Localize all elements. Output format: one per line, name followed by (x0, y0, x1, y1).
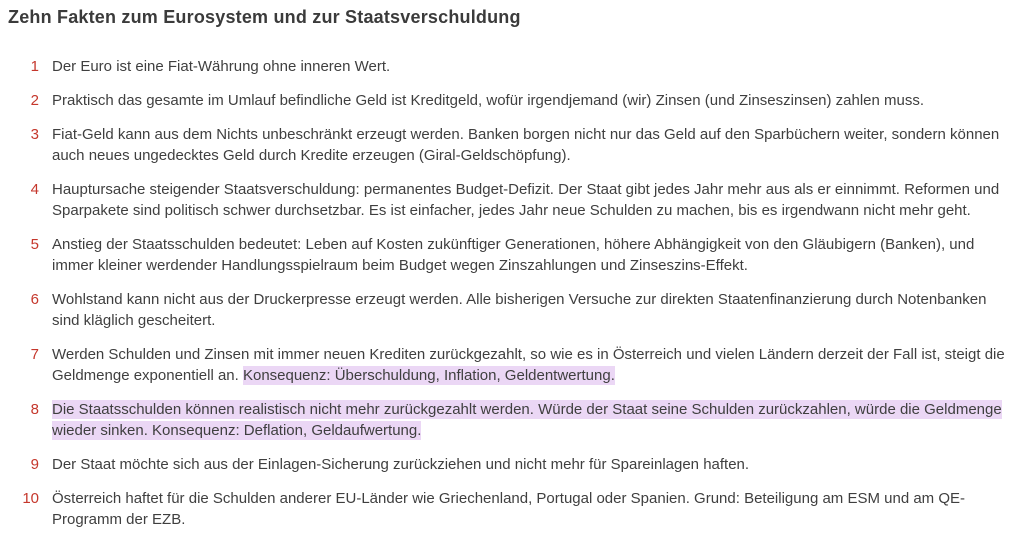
item-text (52, 399, 1014, 441)
item-text (52, 56, 390, 77)
item-text-plain: Österreich haftet für die Schulden anderer EU-Länder wie Griechenland, Portugal oder Spanien. Grund: Beteiligung am ESM und am QE-Programm der EZB. (52, 490, 966, 528)
list-item-7 (8, 344, 1014, 386)
item-text-plain: Hauptursache steigender Staatsverschuldung: permanentes Budget-Defizit. Der Staat gibt jedes Jahr mehr aus als er einnimmt. Reformen und Sparpakete sind politisch schwer durchsetzbar. Es ist einfacher, jedes Jahr neue Schulden zu machen, bis es irgendwann nicht mehr geht. (52, 181, 1000, 219)
item-text-plain: Fiat-Geld kann aus dem Nichts unbeschränkt erzeugt werden. Banken borgen nicht nur das Geld auf den Sparbüchern weiter, sondern können auch neues ungedecktes Geld durch Kredite erzeugen (Giral-Geldschöpfung). (52, 126, 1000, 164)
list-item-3 (8, 124, 1014, 166)
item-text (52, 234, 1014, 276)
list-item-8 (8, 399, 1014, 441)
list-item-10 (8, 488, 1014, 530)
item-text-plain: Anstieg der Staatsschulden bedeutet: Leben auf Kosten zukünftiger Generationen, höhere Abhängigkeit von den Gläubigern (Banken), und immer kleiner werdender Handlungsspielraum beim Budget wegen Zinszahlungen und Zinseszins-Effekt. (52, 236, 975, 274)
item-text (52, 488, 1014, 530)
item-number: 6 (30, 291, 39, 308)
item-number: 2 (30, 92, 39, 109)
list-item-2 (8, 90, 1014, 111)
list-item-4 (8, 179, 1014, 221)
item-text-highlight: Konsequenz: Überschuldung, Inflation, Geldentwertung. (242, 367, 615, 384)
item-text (52, 124, 1014, 166)
item-number: 1 (30, 58, 39, 75)
facts-list (8, 56, 1014, 530)
item-text (52, 289, 1014, 331)
item-text-plain: Werden Schulden und Zinsen mit immer neuen Krediten zurückgezahlt, so wie es in Österreich und vielen Ländern derzeit der Fall ist, steigt die Geldmenge exponentiell an. (52, 346, 1005, 384)
item-text (52, 454, 749, 475)
list-item-9 (8, 454, 1014, 475)
item-text-plain: Praktisch das gesamte im Umlauf befindliche Geld ist Kreditgeld, wofür irgendjemand (wir) Zinsen (und Zinseszinsen) zahlen muss. (52, 92, 925, 109)
item-number: 8 (30, 401, 39, 418)
item-text (52, 344, 1014, 386)
item-text-plain: Der Staat möchte sich aus der Einlagen-Sicherung zurückziehen und nicht mehr für Spareinlagen haften. (52, 456, 750, 473)
item-number: 3 (30, 126, 39, 143)
item-text-plain: Der Euro ist eine Fiat-Währung ohne inneren Wert. (52, 58, 391, 75)
item-text-plain: Wohlstand kann nicht aus der Druckerpresse erzeugt werden. Alle bisherigen Versuche zur direkten Staatenfinanzierung durch Notenbanken sind kläglich gescheitert. (52, 291, 987, 329)
item-number: 9 (30, 456, 39, 473)
list-item-5 (8, 234, 1014, 276)
item-text-highlight: Die Staatsschulden können realistisch nicht mehr zurückgezahlt werden. Würde der Staat seine Schulden zurückzahlen, würde die Geldmenge wieder sinken. Konsequenz: Deflation, Geldaufwertung. (52, 401, 1002, 439)
item-number: 5 (30, 236, 39, 253)
item-text (52, 179, 1014, 221)
item-number: 10 (22, 490, 39, 507)
item-number: 7 (30, 346, 39, 363)
page-title: Zehn Fakten zum Eurosystem und zur Staatsverschuldung (8, 7, 521, 27)
item-number: 4 (30, 181, 39, 198)
item-text (52, 90, 924, 111)
list-item-1 (8, 56, 1014, 77)
list-item-6 (8, 289, 1014, 331)
